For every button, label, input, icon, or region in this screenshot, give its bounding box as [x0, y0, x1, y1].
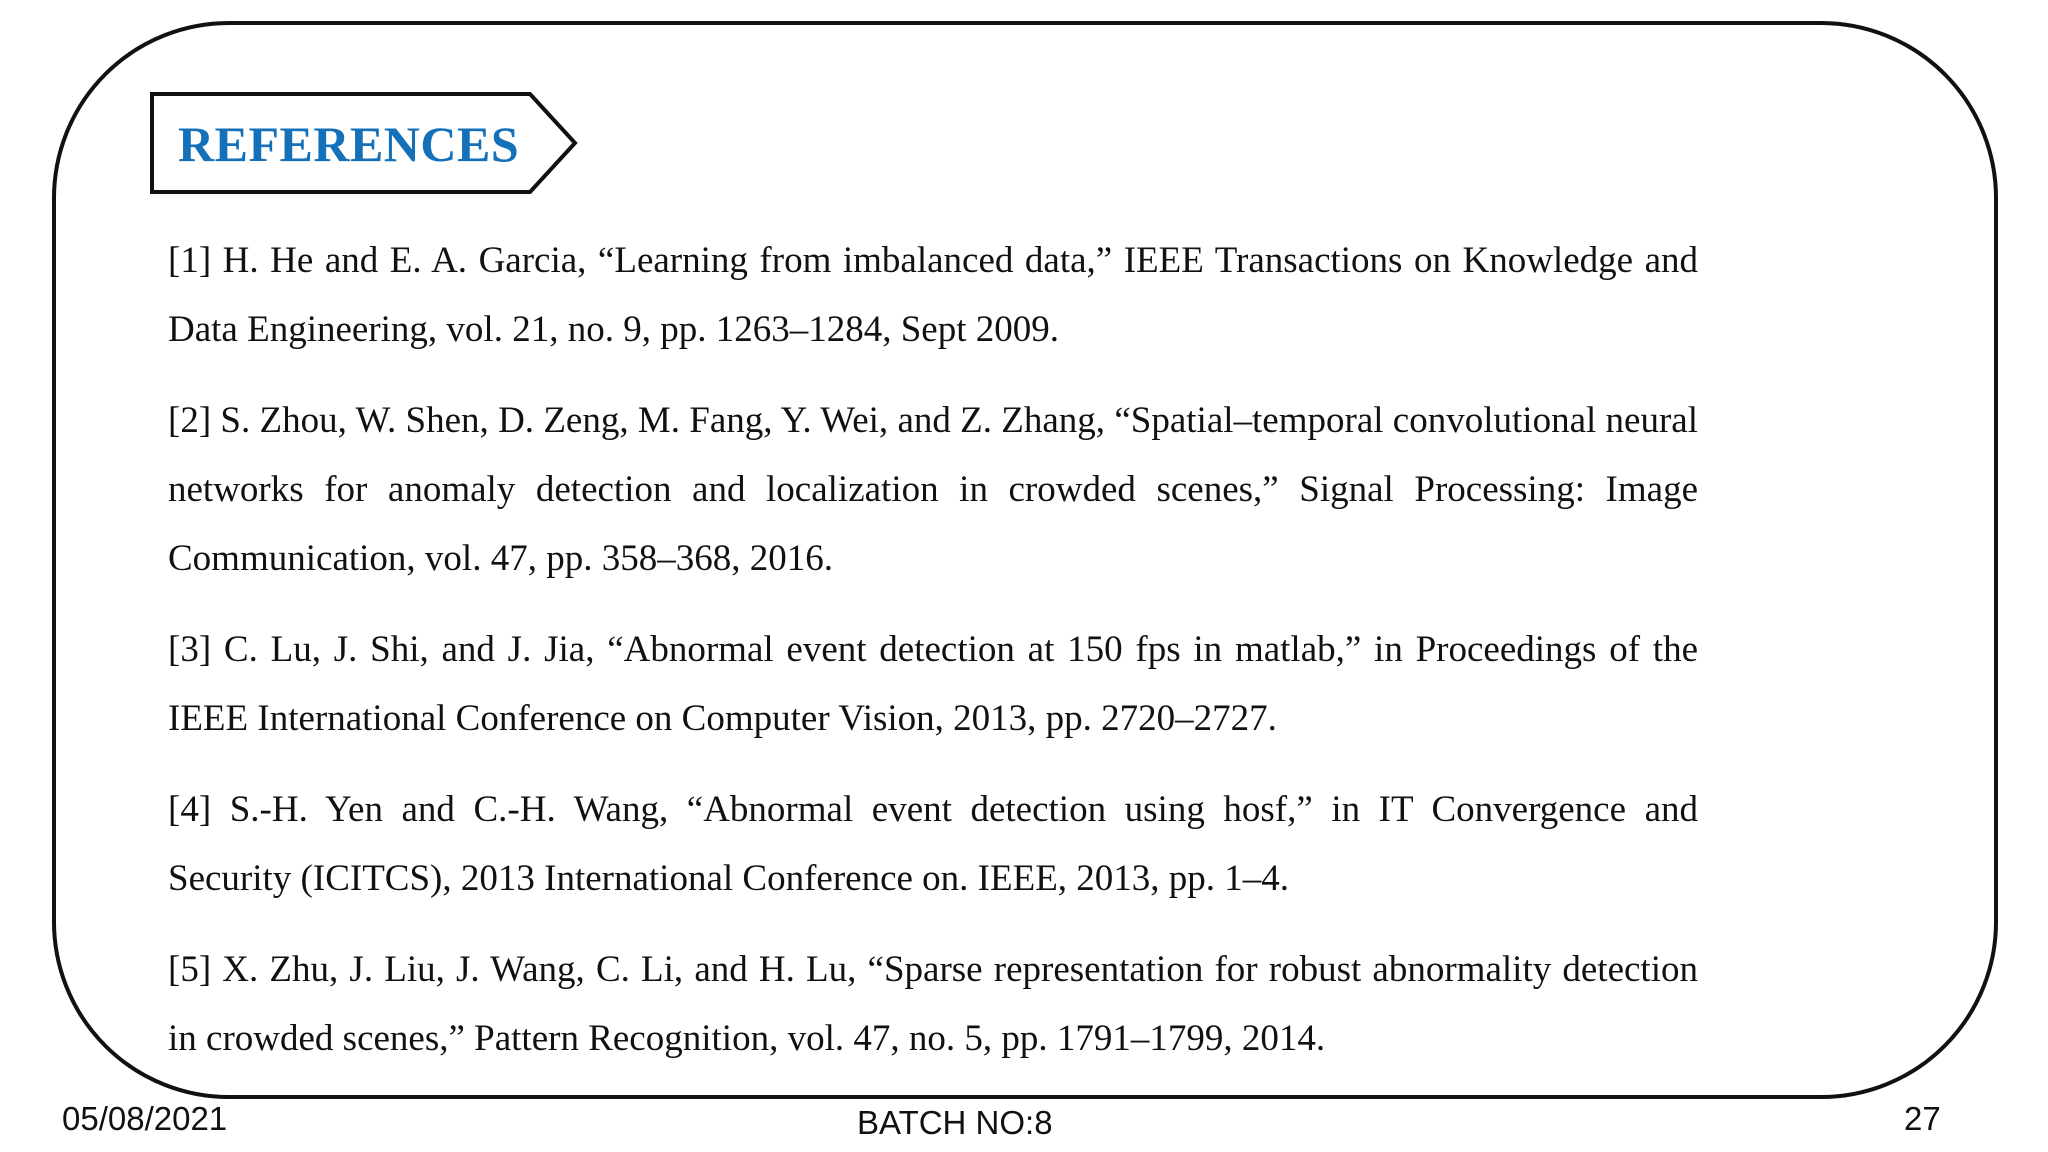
reference-item: [2] S. Zhou, W. Shen, D. Zeng, M. Fang, Y. Wei, and Z. Zhang, “Spatial–temporal convolutional neural networks for anomaly detection and localization in crowded scenes,” Signal Processing: Image Communication, vol. 47, pp. 358–368, 2016.	[168, 400, 1698, 579]
footer-page-number: 27	[1904, 1100, 1941, 1137]
reference-item: [3] C. Lu, J. Shi, and J. Jia, “Abnormal event detection at 150 fps in matlab,” in Proceedings of the IEEE International Conference on Computer Vision, 2013, pp. 2720–2727.	[168, 629, 1698, 739]
reference-item: [1] H. He and E. A. Garcia, “Learning from imbalanced data,” IEEE Transactions on Knowledge and Data Engineering, vol. 21, no. 9, pp. 1263–1284, Sept 2009.	[168, 240, 1698, 350]
reference-item: [5] X. Zhu, J. Liu, J. Wang, C. Li, and H. Lu, “Sparse representation for robust abnormality detection in crowded scenes,” Pattern Recognition, vol. 47, no. 5, pp. 1791–1799, 2014.	[168, 949, 1698, 1059]
reference-item: [4] S.-H. Yen and C.-H. Wang, “Abnormal event detection using hosf,” in IT Convergence and Security (ICITCS), 2013 International Conference on. IEEE, 2013, pp. 1–4.	[168, 789, 1698, 899]
footer-batch: BATCH NO:8	[857, 1104, 1053, 1141]
page-title: REFERENCES	[178, 116, 520, 172]
footer-date: 05/08/2021	[62, 1100, 228, 1137]
reference-list	[168, 226, 1698, 1095]
